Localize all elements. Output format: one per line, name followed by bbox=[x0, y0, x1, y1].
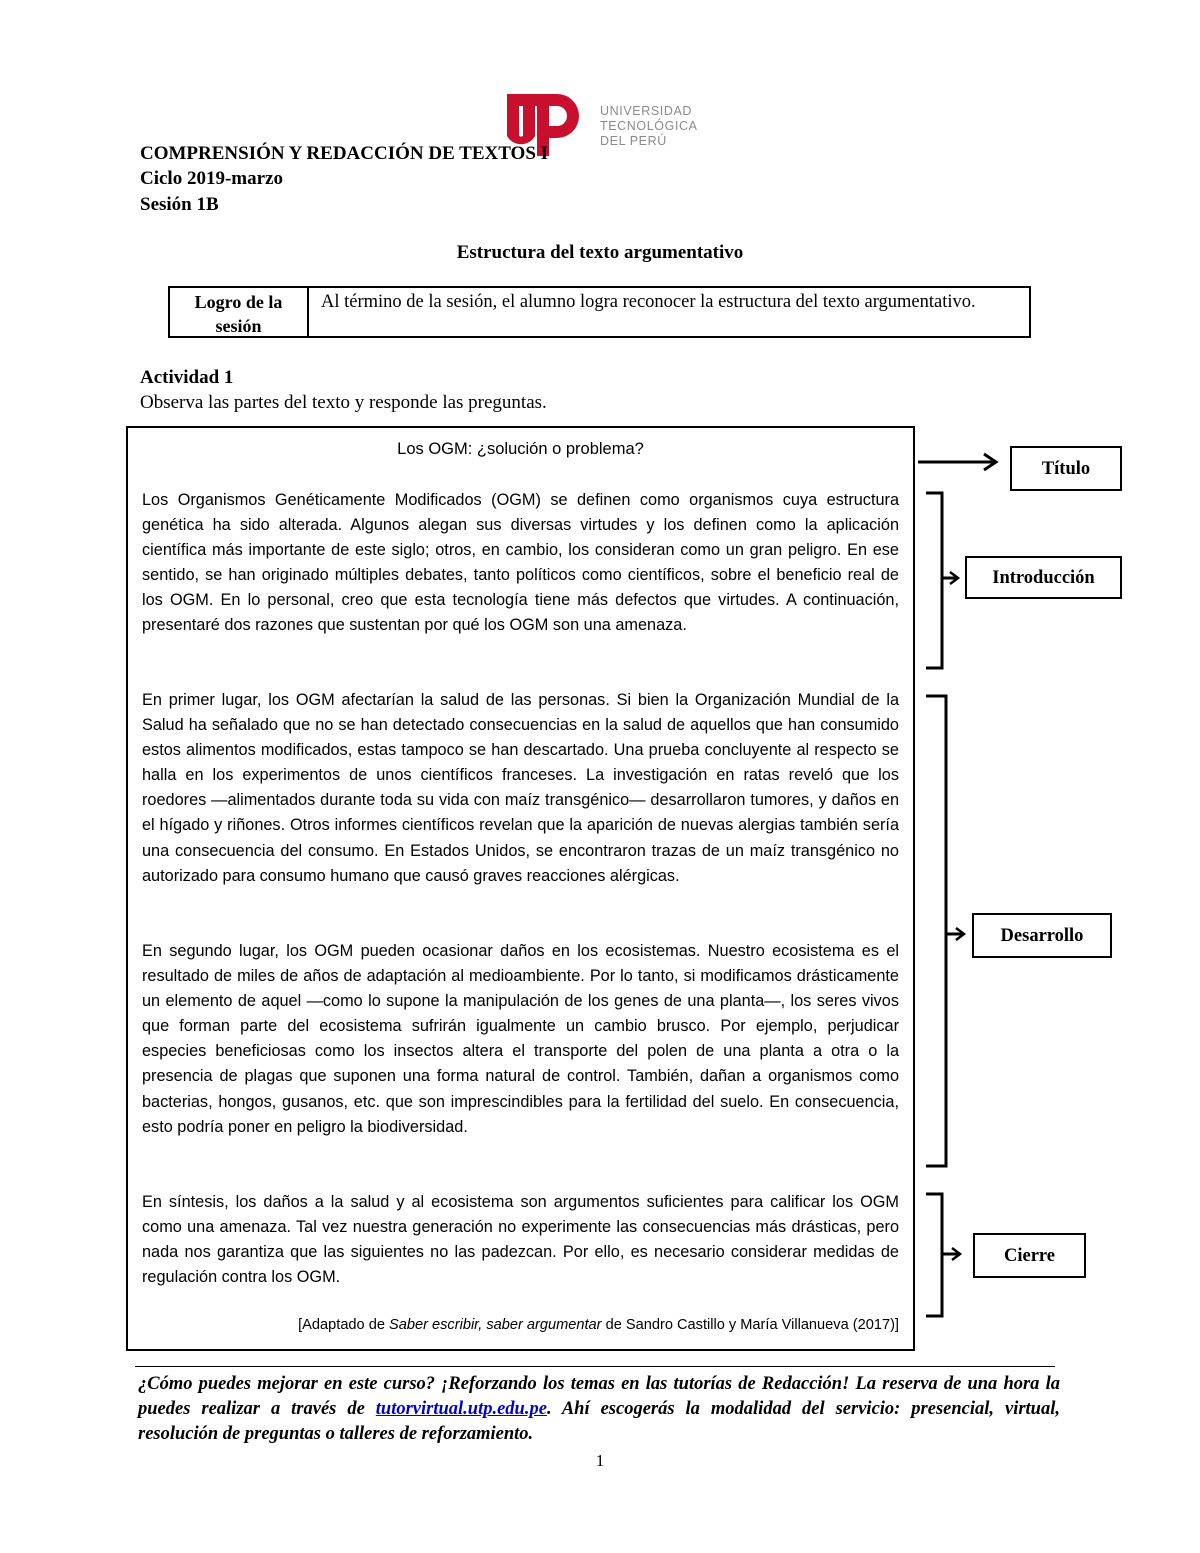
label-introduccion: Introducción bbox=[965, 556, 1122, 599]
footer-note bbox=[138, 1372, 1060, 1447]
logro-label: Logro de la sesión bbox=[170, 288, 309, 336]
text-title: Los OGM: ¿solución o problema? bbox=[397, 440, 644, 458]
logo-line-3: DEL PERÚ bbox=[600, 134, 667, 148]
activity-instruction: Observa las partes del texto y responde las preguntas. bbox=[140, 392, 547, 413]
footer-text-before: ¿Cómo puedes mejorar en este curso? ¡Reforzando los temas en las tutorías de Redacción! La reserva de una hora la puedes realizar a través de bbox=[138, 1374, 1060, 1419]
paragraph-development-1: En primer lugar, los OGM afectarían la salud de las personas. Si bien la Organización Mundial de la Salud ha señalado que no se han detectado consecuencias en la salud de aquellos que han consumido estos alimentos modificados, estas tampoco se han descartado. Una prueba concluyente al respecto se halla en los experimentos de unos científicos franceses. La investigación en ratas reveló que los roedores —alimentados durante toda su vida con maíz transgénico— desarrollaron tumores, y daños en el hígado y riñones. Otros informes científicos revelan que la aparición de nuevas alergias también sería una consecuencia del consumo. En Estados Unidos, se encontraron trazas de un maíz transgénico no autorizado para consumo humano que causó graves reacciones alérgicas. bbox=[142, 691, 899, 885]
source-book: Saber escribir, saber argumentar bbox=[389, 1317, 602, 1333]
paragraph-introduction: Los Organismos Genéticamente Modificados (OGM) se definen como organismos cuya estructura genética ha sido alterada. Algunos alegan sus diversas virtudes y los definen como la aplicación científica más importante de este siglo; otros, en cambio, los consideran como un gran peligro. En ese sentido, se han originado múltiples debates, tanto políticos como científicos, sobre el beneficio real de los OGM. En lo personal, creo que esta tecnología tiene más defectos que virtudes. A continuación, presentaré dos razones que sustentan por qué los OGM son una amenaza. bbox=[142, 491, 899, 635]
page-title: Estructura del texto argumentativo bbox=[456, 242, 744, 263]
paragraph-development-2: En segundo lugar, los OGM pueden ocasionar daños en los ecosistemas. Nuestro ecosistema es el resultado de miles de años de adaptación al medioambiente. Por lo tanto, si modificamos drásticamente un elemento de aquel —como lo supone la manipulación de los genes de una planta—, los seres vivos que forman parte del ecosistema sufrirán igualmente un cambio brusco. Por ejemplo, perjudicar especies beneficiosas como los insectos altera el transporte del polen de una planta a otra o la presencia de plagas que suponen una forma natural de control. También, dañan a organismos como bacterias, hongos, gusanos, etc. que son imprescindibles para la fertilidad del suelo. En consecuencia, esto podría poner en peligro la biodiversidad. bbox=[142, 942, 899, 1136]
label-cierre: Cierre bbox=[973, 1233, 1086, 1278]
logo-line-2: TECNOLÓGICA bbox=[600, 119, 698, 133]
session-label: Sesión 1B bbox=[140, 194, 219, 215]
activity-title: Actividad 1 bbox=[140, 367, 234, 388]
page-number: 1 bbox=[595, 1451, 605, 1470]
footer-text-after: . Ahí escogerás la modalidad del servicio: presencial, virtual, resolución de preguntas o talleres de reforzamiento. bbox=[138, 1399, 1060, 1444]
label-titulo: Título bbox=[1010, 446, 1122, 491]
source-prefix: [Adaptado de bbox=[298, 1317, 390, 1333]
course-title: COMPRENSIÓN Y REDACCIÓN DE TEXTOS I bbox=[140, 143, 549, 164]
tutoring-link[interactable]: tutorvirtual.utp.edu.pe bbox=[375, 1399, 547, 1419]
footer-divider bbox=[135, 1366, 1055, 1367]
cycle-label: Ciclo 2019-marzo bbox=[140, 168, 283, 189]
argumentative-text-box bbox=[126, 426, 915, 1351]
desarrollo-brace-icon bbox=[926, 696, 962, 1166]
source-citation bbox=[142, 1314, 899, 1336]
introduccion-brace-icon bbox=[926, 493, 956, 668]
logro-table bbox=[168, 286, 1031, 338]
paragraph-closing: En síntesis, los daños a la salud y al ecosistema son argumentos suficientes para calificar los OGM como una amenaza. Tal vez nuestra generación no experimente las consecuencias más drásticas, pero nada nos garantiza que las siguientes no las padezcan. Por ello, es necesario considerar medidas de regulación contra los OGM. bbox=[142, 1193, 899, 1287]
logo-text bbox=[600, 104, 698, 149]
logro-text: Al término de la sesión, el alumno logra reconocer la estructura del texto argumentativo. bbox=[321, 292, 976, 312]
label-desarrollo: Desarrollo bbox=[972, 913, 1112, 958]
logo-line-1: UNIVERSIDAD bbox=[600, 104, 693, 118]
source-suffix: de Sandro Castillo y María Villanueva (2017)] bbox=[601, 1317, 899, 1333]
cierre-brace-icon bbox=[926, 1194, 958, 1316]
